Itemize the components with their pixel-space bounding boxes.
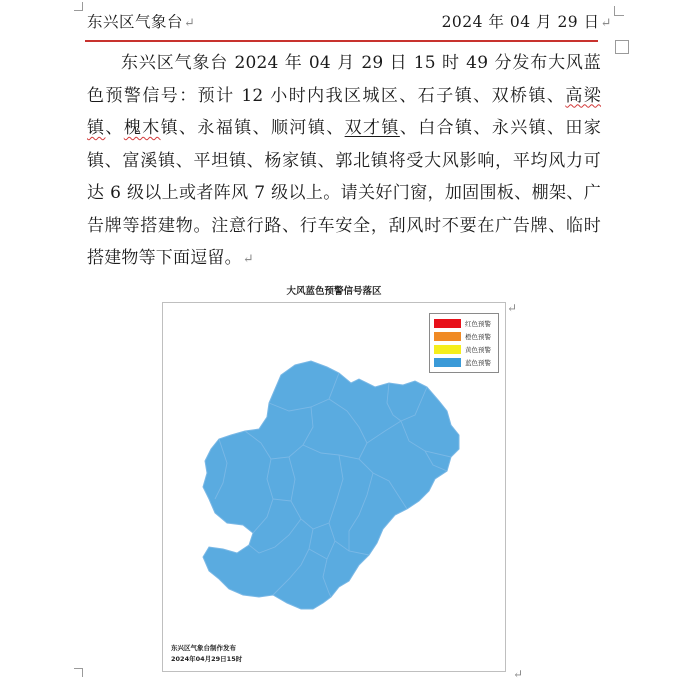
margin-anchor-box: [615, 40, 629, 54]
map-issuer: 东兴区气象台制作发布: [171, 644, 236, 652]
legend-label: 橙色预警: [465, 333, 491, 341]
map-issuer-block: [171, 643, 242, 665]
legend-item-yellow: [434, 343, 494, 356]
legend-label: 蓝色预警: [465, 359, 491, 367]
bulletin-text: 、: [105, 118, 124, 138]
paragraph-mark: ↵: [600, 16, 612, 31]
paragraph-mark: ↵: [184, 16, 196, 31]
page-corner-mark: [74, 668, 83, 677]
map-legend: [429, 313, 499, 373]
paragraph-mark: ↵: [242, 252, 254, 267]
paragraph-mark: ↵: [513, 667, 524, 681]
bulletin-body: [87, 47, 601, 277]
bulletin-text: 镇、永福镇、顺河镇、: [160, 118, 345, 138]
spellcheck-underlined-text: 槐木: [123, 118, 161, 138]
page-corner-mark: [614, 6, 624, 16]
bulletin-text: 东兴区气象台 2024 年 04 月 29 日 15 时 49 分发布大风蓝色预警信号：预计 12 小时内我区城区、石子镇、双桥镇、: [87, 53, 601, 106]
header-date-text: 2024 年 04 月 29 日: [441, 13, 600, 31]
header-red-rule: [85, 40, 598, 42]
legend-item-red: [434, 317, 494, 330]
warning-region-shape: [203, 361, 459, 609]
header-date: [442, 10, 612, 32]
page-corner-mark: [74, 2, 83, 11]
header-office: [87, 10, 195, 32]
paragraph-mark: ↵: [507, 301, 518, 315]
map-title: 大风蓝色预警信号落区: [286, 286, 382, 297]
bulletin-paragraph: [87, 47, 601, 277]
map-issue-time: 2024年04月29日15时: [171, 655, 243, 663]
legend-swatch-orange: [434, 332, 461, 341]
legend-swatch-blue: [434, 358, 461, 367]
legend-label: 黄色预警: [465, 346, 491, 354]
header-office-text: 东兴区气象台: [87, 13, 184, 31]
legend-label: 红色预警: [465, 320, 491, 328]
legend-item-blue: [434, 356, 494, 369]
legend-swatch-yellow: [434, 345, 461, 354]
underlined-text: 双才镇: [344, 118, 400, 138]
legend-item-orange: [434, 330, 494, 343]
warning-map-figure: [162, 286, 506, 672]
spellcheck-underlined-text: 高梁镇: [87, 85, 601, 138]
bulletin-text: 、白合镇、永兴镇、田家镇、富溪镇、平坦镇、杨家镇、郭北镇将受大风影响，平均风力可达 6 级以上或者阵风 7 级以上。请关好门窗，加固围板、棚架、广告牌等搭建物。注意行路、行车安全，刮风时不要在广告牌、临时搭建物等下面逗留。: [87, 118, 602, 268]
legend-swatch-red: [434, 319, 461, 328]
